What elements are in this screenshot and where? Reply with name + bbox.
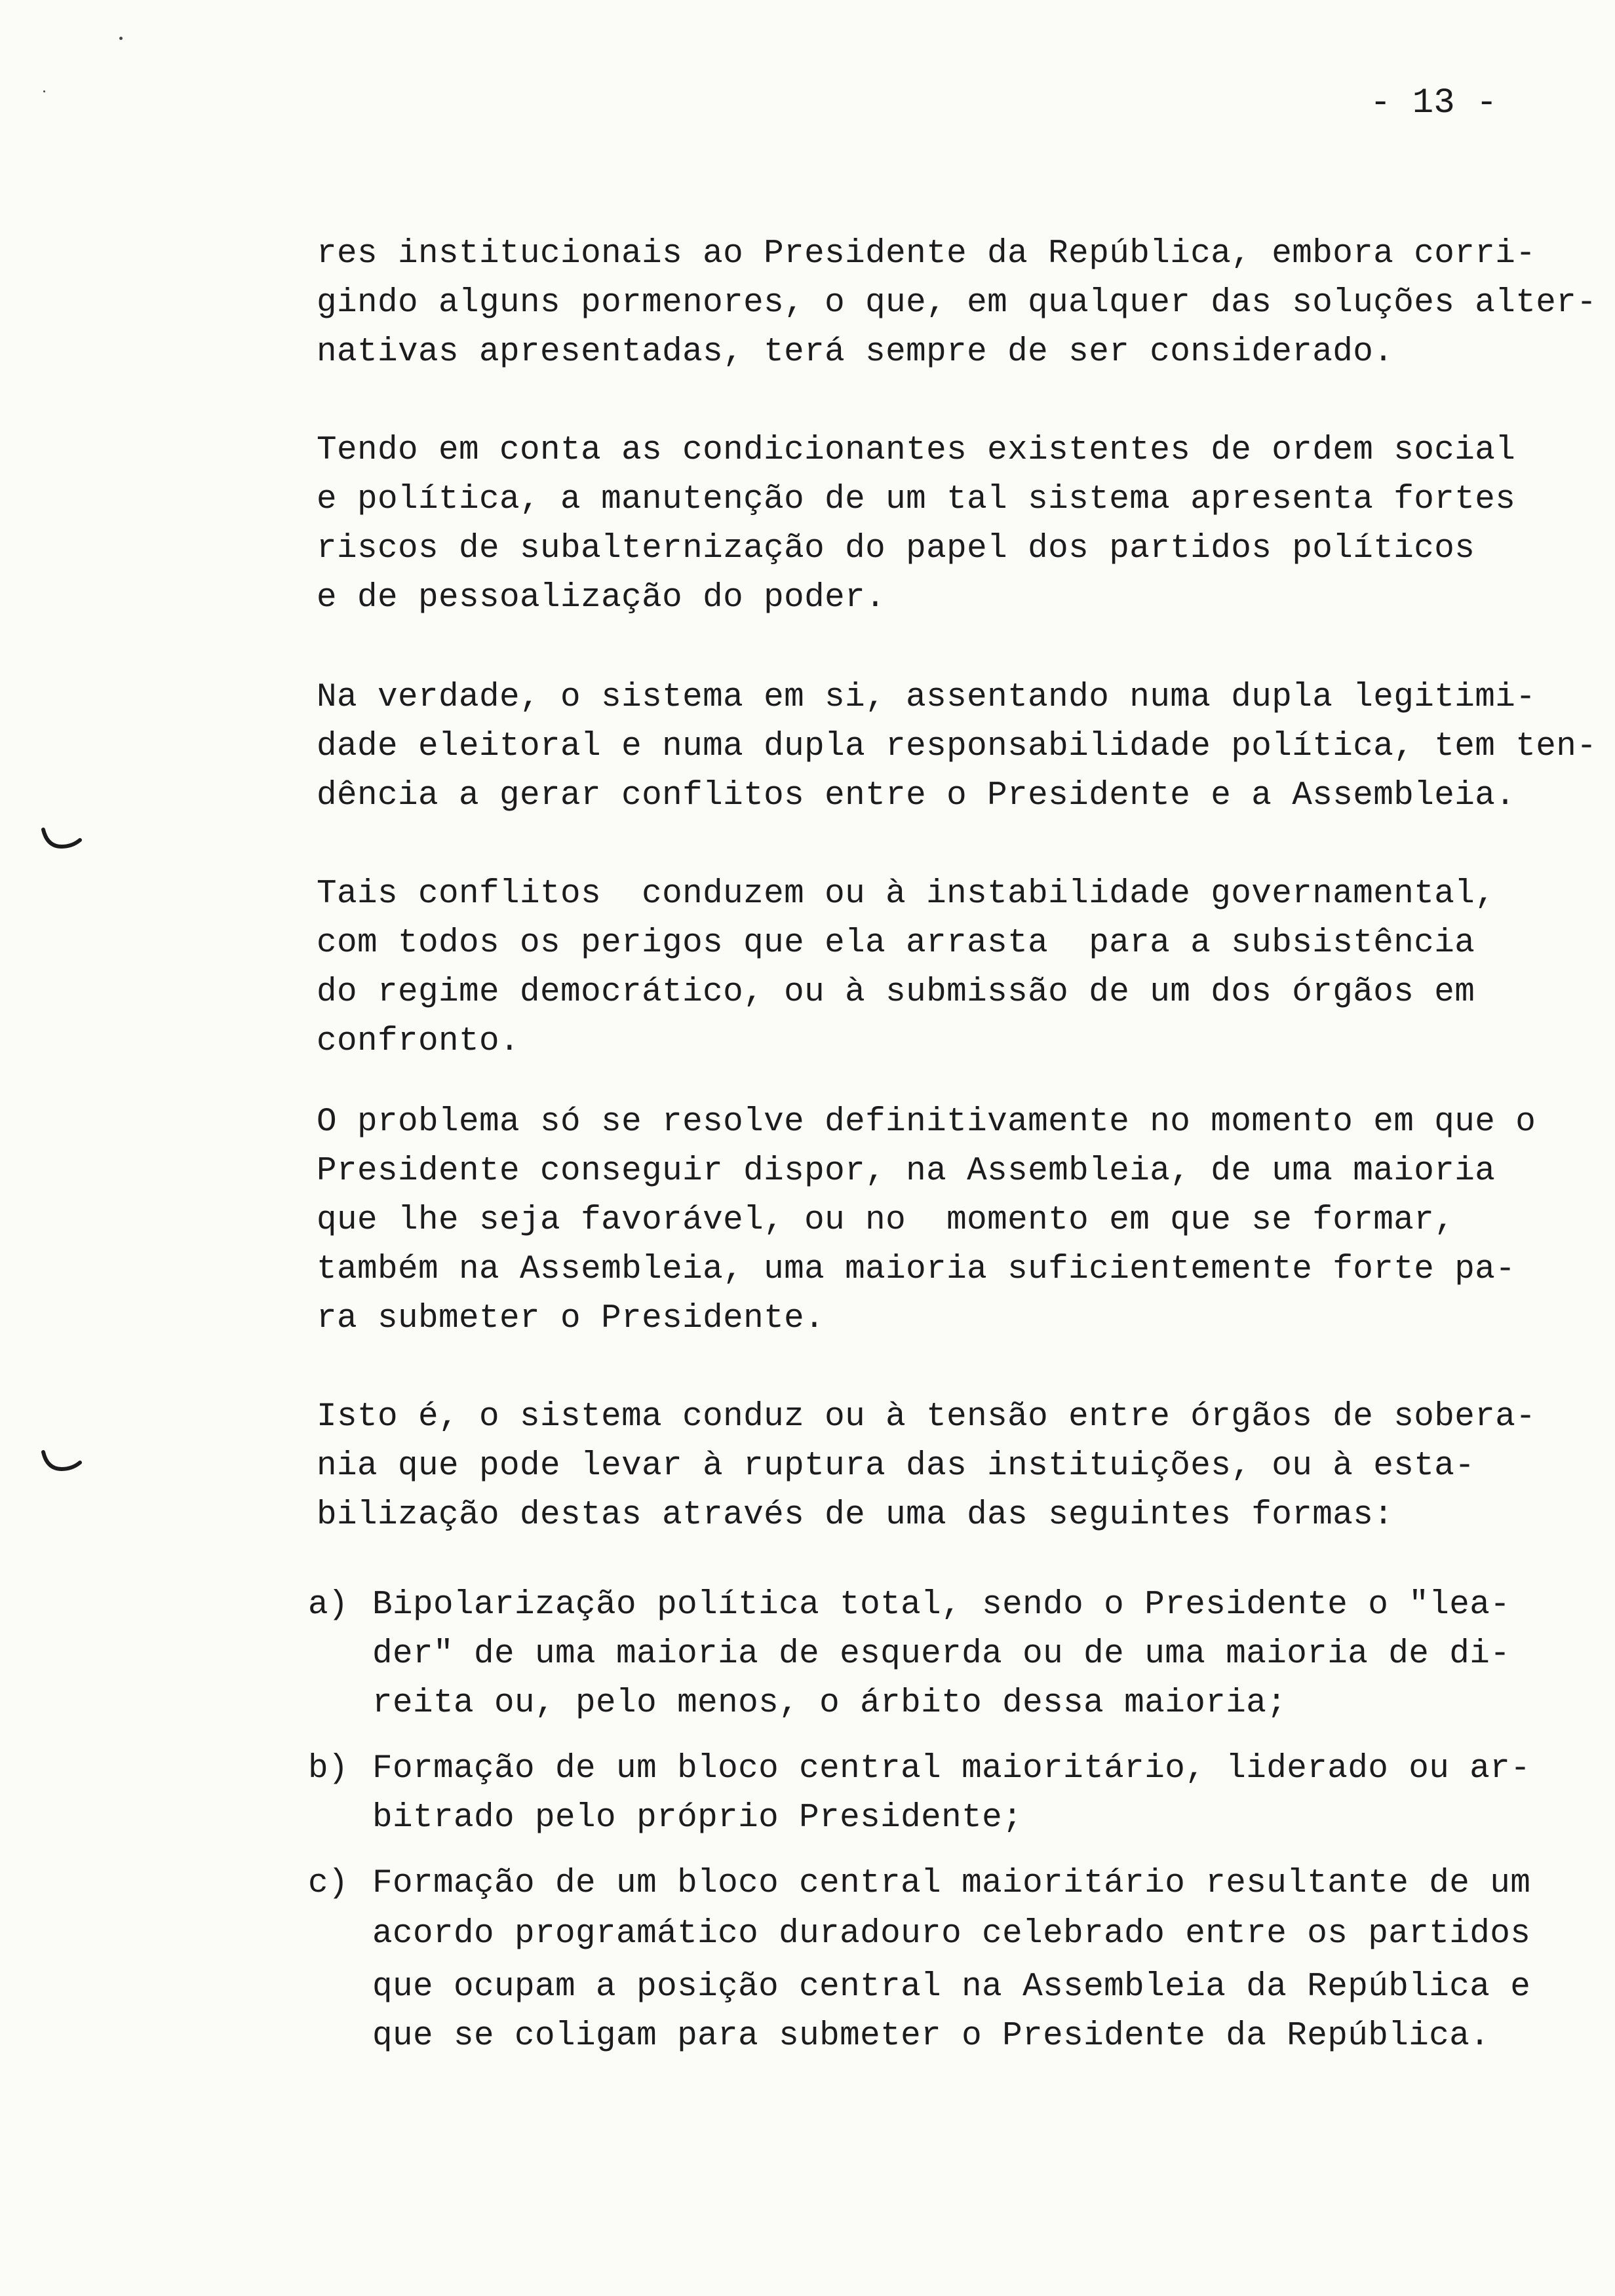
text-line: Isto é, o sistema conduz ou à tensão entre órgãos de sobera-	[317, 1398, 1536, 1436]
page-number: - 13 -	[1370, 83, 1498, 123]
text-line: der" de uma maioria de esquerda ou de uma maioria de di-	[372, 1636, 1511, 1673]
text-line: que lhe seja favorável, ou no momento em que se formar,	[317, 1202, 1455, 1239]
text-line: O problema só se resolve definitivamente no momento em que o	[317, 1103, 1536, 1141]
text-line: bitrado pelo próprio Presidente;	[372, 1799, 1023, 1837]
text-line: com todos os perigos que ela arrasta para a subsistência	[317, 925, 1475, 962]
text-line: Tais conflitos conduzem ou à instabilidade governamental,	[317, 875, 1496, 913]
text-line: gindo alguns pormenores, o que, em qualquer das soluções alter-	[317, 284, 1597, 322]
text-line: do regime democrático, ou à submissão de um dos órgãos em	[317, 974, 1475, 1011]
text-line: que se coligam para submeter o Presidente da República.	[372, 2018, 1490, 2055]
text-line: res institucionais ao Presidente da República, embora corri-	[317, 235, 1536, 273]
text-line: dade eleitoral e numa dupla responsabilidade política, tem ten-	[317, 728, 1597, 765]
text-line: acordo programático duradouro celebrado entre os partidos	[372, 1915, 1531, 1953]
text-line: nativas apresentadas, terá sempre de ser considerado.	[317, 334, 1394, 371]
list-item-label: c)	[308, 1865, 349, 1902]
text-line: Bipolarização política total, sendo o Presidente o "lea-	[372, 1586, 1511, 1624]
text-line: e política, a manutenção de um tal sistema apresenta fortes	[317, 481, 1516, 518]
text-line: nia que pode levar à ruptura das instituições, ou à estа-	[317, 1447, 1475, 1485]
text-line: confronto.	[317, 1023, 520, 1060]
text-line: também na Assembleia, uma maioria suficientemente forte pa-	[317, 1251, 1516, 1288]
scan-speck	[43, 90, 45, 92]
margin-mark-icon	[41, 827, 83, 853]
text-line: reita ou, pelo menos, o árbito dessa maioria;	[372, 1685, 1287, 1722]
scan-speck	[119, 37, 123, 40]
list-item-label: b)	[308, 1750, 349, 1788]
margin-mark-icon	[41, 1449, 83, 1476]
text-line: e de pessoalização do poder.	[317, 579, 886, 617]
text-line: Na verdade, o sistema em si, assentando numa dupla legitimi-	[317, 679, 1536, 716]
text-line: Formação de um bloco central maioritário, liderado ou ar-	[372, 1750, 1531, 1788]
text-line: Presidente conseguir dispor, na Assembleia, de uma maioria	[317, 1153, 1496, 1190]
text-line: Formação de um bloco central maioritário resultante de um	[372, 1865, 1531, 1902]
text-line: que ocupam a posição central na Assembleia da República e	[372, 1968, 1531, 2006]
text-line: riscos de subalternização do papel dos partidos políticos	[317, 530, 1475, 567]
list-item-label: a)	[308, 1586, 349, 1624]
text-line: Tendo em conta as condicionantes existentes de ordem social	[317, 432, 1516, 469]
text-line: bilização destas através de uma das seguintes formas:	[317, 1497, 1394, 1534]
text-line: ra submeter o Presidente.	[317, 1300, 825, 1337]
text-line: dência a gerar conflitos entre o Presidente e a Assembleia.	[317, 777, 1516, 814]
